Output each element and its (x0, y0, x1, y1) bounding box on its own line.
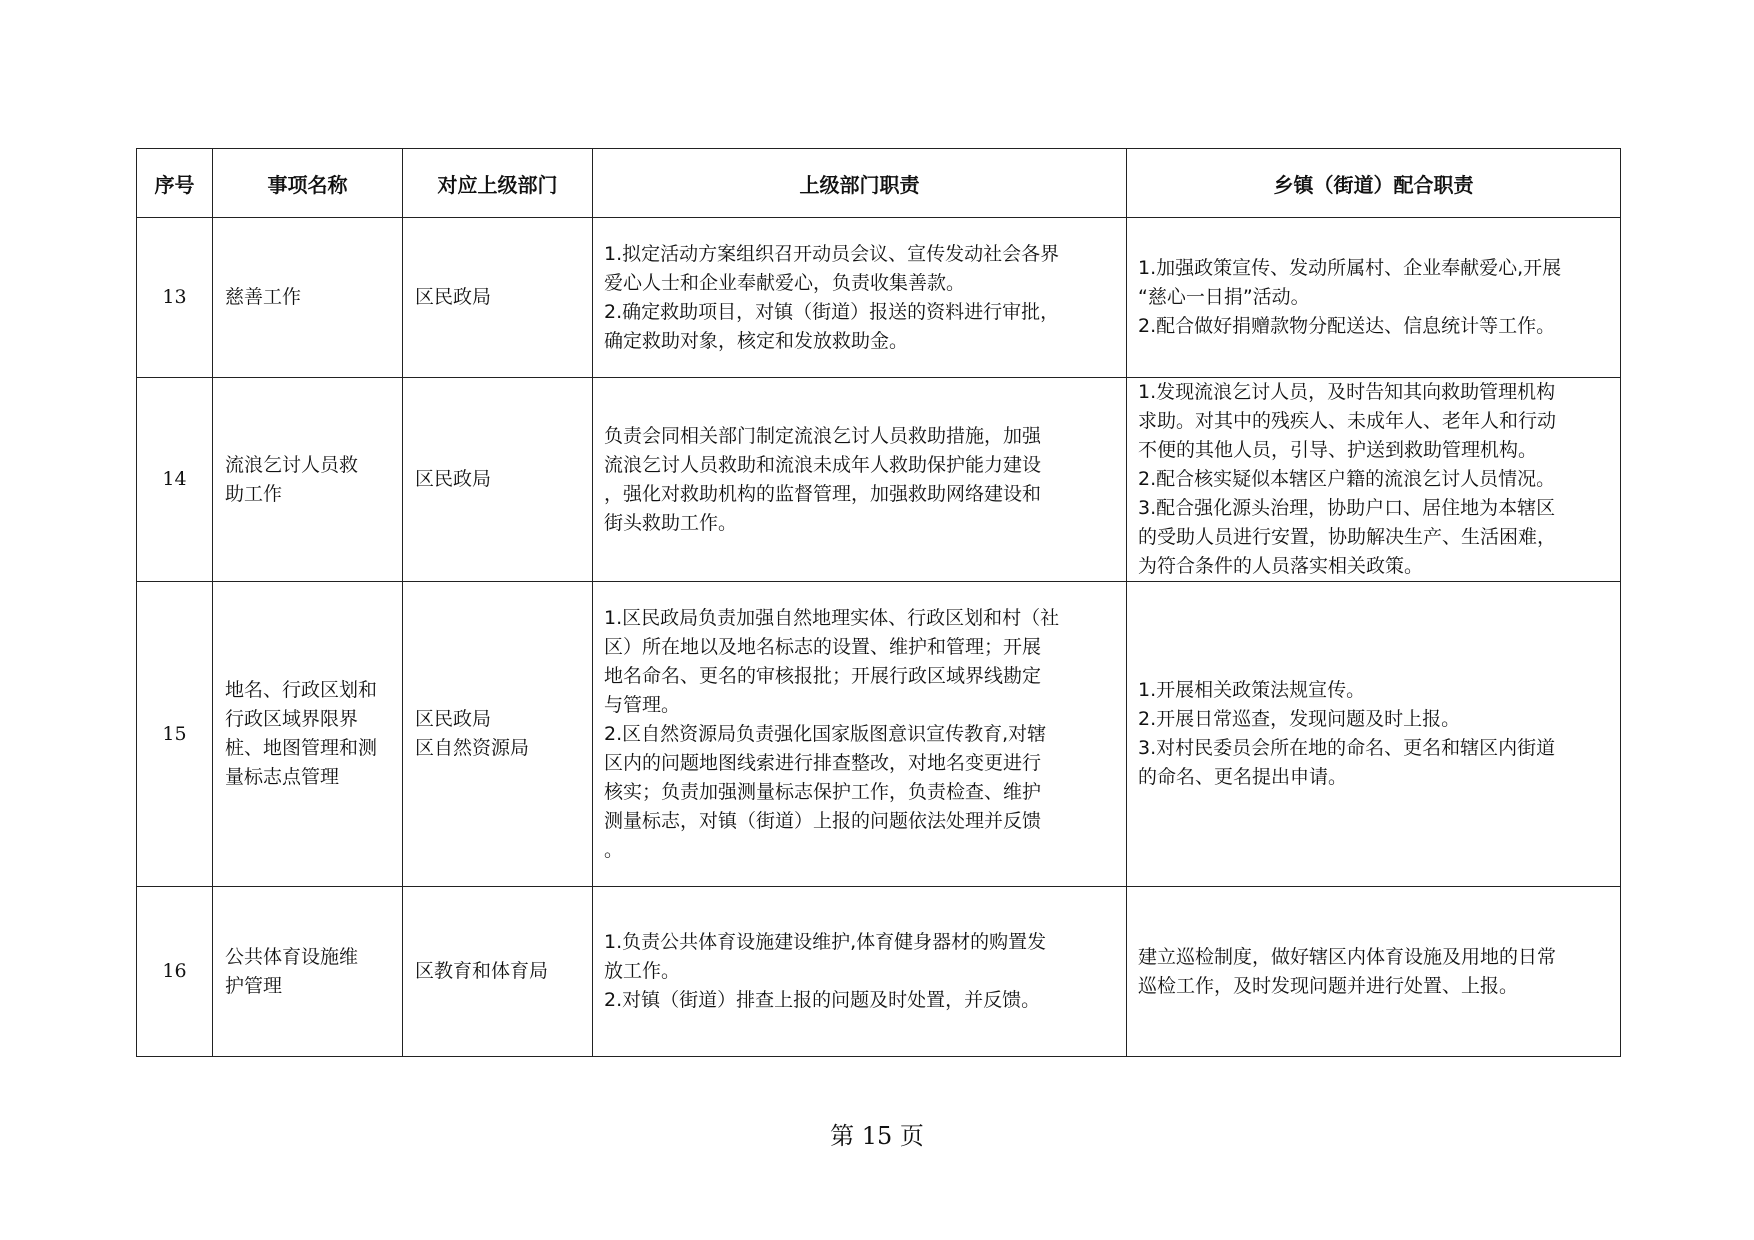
cell-superior-duties (593, 582, 1127, 887)
text-line: 区教育和体育局 (415, 960, 549, 982)
cell-town-duties (1127, 378, 1621, 582)
table-row (137, 378, 1621, 582)
text-line: 巡检工作，及时发现问题并进行处置、上报。 (1138, 974, 1519, 997)
table-row (137, 582, 1621, 887)
text-line: 街头救助工作。 (604, 511, 738, 534)
text-line: 与管理。 (604, 693, 681, 716)
text-line: 区内的问题地图线索进行排查整改，对地名变更进行 (604, 751, 1042, 774)
text-line: 1.拟定活动方案组织召开动员会议、宣传发动社会各界 (604, 242, 1060, 265)
cell-superior-duties (593, 218, 1127, 378)
cell-serial-no: 14 (137, 378, 213, 582)
text-line: 2.对镇（街道）排查上报的问题及时处置，并反馈。 (604, 989, 1041, 1011)
text-line: 的命名、更名提出申请。 (1138, 766, 1348, 788)
text-line: 桩、地图管理和测 (225, 737, 378, 759)
text-line: 慈善工作 (225, 286, 302, 308)
text-line: 区）所在地以及地名标志的设置、维护和管理；开展 (604, 635, 1042, 658)
cell-superior-duties (593, 887, 1127, 1057)
text-line: 公共体育设施维 (225, 945, 359, 968)
header-superior-dept: 对应上级部门 (403, 149, 593, 218)
text-line: 2.配合核实疑似本辖区户籍的流浪乞讨人员情况。 (1138, 468, 1556, 490)
text-line: 地名命名、更名的审核报批；开展行政区域界线勘定 (604, 664, 1042, 687)
text-line: 求助。对其中的残疾人、未成年人、老年人和行动 (1138, 410, 1557, 432)
cell-town-duties (1127, 218, 1621, 378)
cell-superior-dept (403, 218, 593, 378)
cell-superior-dept (403, 378, 593, 582)
header-superior-duties: 上级部门职责 (593, 149, 1127, 218)
cell-serial-no: 15 (137, 582, 213, 887)
table-header-row (137, 149, 1621, 218)
text-line: ，强化对救助机构的监督管理，加强救助网络建设和 (604, 482, 1042, 505)
header-town-duties: 乡镇（街道）配合职责 (1127, 149, 1621, 218)
text-line: 负责会同相关部门制定流浪乞讨人员救助措施，加强 (604, 424, 1042, 447)
text-line: “慈心一日捐”活动。 (1138, 286, 1310, 308)
text-line: 2.区自然资源局负责强化国家版图意识宣传教育,对辖 (604, 722, 1047, 745)
text-line: 1.负责公共体育设施建设维护,体育健身器材的购置发 (604, 931, 1047, 953)
text-line: 区民政局 (415, 286, 492, 308)
text-line: 。 (604, 838, 624, 861)
header-item-name: 事项名称 (213, 149, 403, 218)
table-row (137, 218, 1621, 378)
cell-superior-dept (403, 887, 593, 1057)
text-line: 区自然资源局 (415, 737, 530, 759)
text-line: 不便的其他人员，引导、护送到救助管理机构。 (1138, 439, 1538, 461)
header-serial-no: 序号 (137, 149, 213, 218)
text-line: 量标志点管理 (225, 766, 340, 788)
text-line: 建立巡检制度，做好辖区内体育设施及用地的日常 (1138, 945, 1557, 968)
text-line: 1.加强政策宣传、发动所属村、企业奉献爱心,开展 (1138, 257, 1562, 279)
text-line: 放工作。 (604, 960, 681, 982)
text-line: 2.确定救助项目，对镇（街道）报送的资料进行审批， (604, 300, 1060, 323)
cell-item-name (213, 887, 403, 1057)
text-line: 的受助人员进行安置，协助解决生产、生活困难， (1138, 526, 1557, 548)
responsibility-table (136, 148, 1621, 1057)
cell-item-name (213, 378, 403, 582)
text-line: 地名、行政区划和 (225, 679, 378, 701)
text-line: 测量标志，对镇（街道）上报的问题依法处理并反馈 (604, 809, 1042, 832)
text-line: 1.开展相关政策法规宣传。 (1138, 679, 1366, 701)
text-line: 行政区域界限界 (225, 708, 359, 730)
cell-item-name (213, 218, 403, 378)
page-number: 第 15 页 (830, 1122, 924, 1150)
text-line: 助工作 (225, 482, 283, 505)
text-line: 2.配合做好捐赠款物分配送达、信息统计等工作。 (1138, 315, 1556, 337)
cell-item-name (213, 582, 403, 887)
cell-town-duties (1127, 887, 1621, 1057)
text-line: 3.配合强化源头治理，协助户口、居住地为本辖区 (1138, 497, 1556, 519)
cell-superior-duties (593, 378, 1127, 582)
text-line: 区民政局 (415, 468, 492, 490)
text-line: 1.发现流浪乞讨人员，及时告知其向救助管理机构 (1138, 381, 1556, 403)
text-line: 3.对村民委员会所在地的命名、更名和辖区内街道 (1138, 737, 1556, 759)
cell-serial-no: 16 (137, 887, 213, 1057)
text-line: 为符合条件的人员落实相关政策。 (1138, 555, 1424, 577)
table-row (137, 887, 1621, 1057)
text-line: 区民政局 (415, 708, 492, 730)
text-line: 核实；负责加强测量标志保护工作，负责检查、维护 (604, 780, 1042, 803)
cell-town-duties (1127, 582, 1621, 887)
text-line: 护管理 (225, 974, 283, 997)
text-line: 流浪乞讨人员救助和流浪未成年人救助保护能力建设 (604, 453, 1042, 476)
text-line: 2.开展日常巡查，发现问题及时上报。 (1138, 708, 1461, 730)
text-line: 爱心人士和企业奉献爱心，负责收集善款。 (604, 271, 966, 294)
text-line: 确定救助对象，核定和发放救助金。 (604, 329, 909, 352)
text-line: 1.区民政局负责加强自然地理实体、行政区划和村（社 (604, 606, 1060, 629)
cell-superior-dept (403, 582, 593, 887)
cell-serial-no: 13 (137, 218, 213, 378)
text-line: 流浪乞讨人员救 (225, 453, 359, 476)
